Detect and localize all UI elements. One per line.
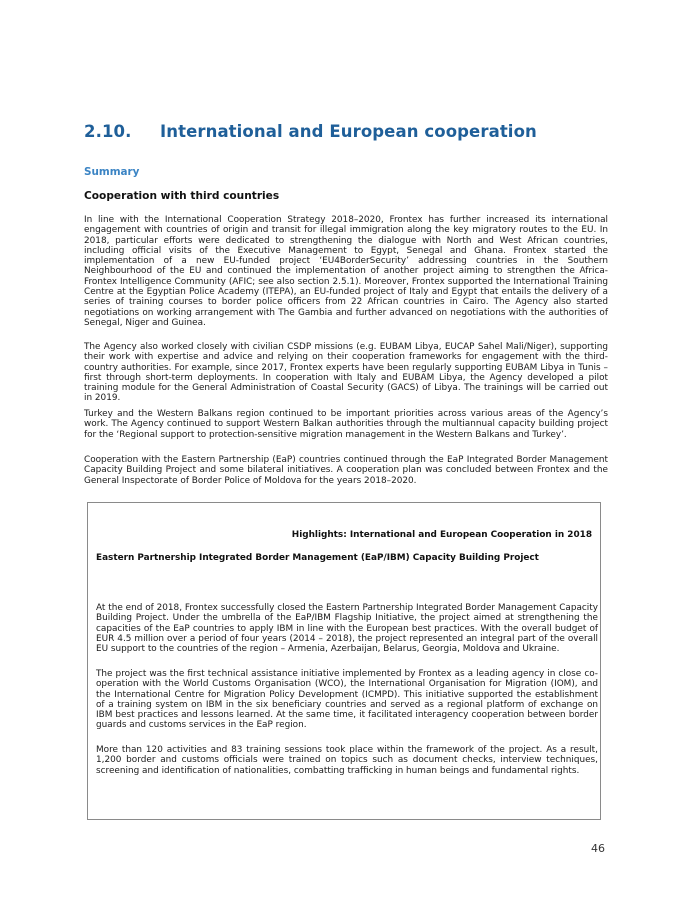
section-heading	[84, 122, 537, 141]
highlights-paragraph: The project was the first technical assistance initiative implemented by Frontex as a leading agency in close co-operation with the World Customs Organisation (WCO), the International Organisation for Migration (IOM), and the International Centre for Migration Policy Development (ICMPD). This initiative supported the establishment of a training system on IBM in the six beneficiary countries and served as a regional platform of exchange on IBM best practices and lessons learned. At the same time, it facilitated interagency cooperation between border guards and customs services in the EaP region.	[96, 669, 598, 731]
highlights-paragraph: At the end of 2018, Frontex successfully closed the Eastern Partnership Integrated Border Management Capacity Building Project. Under the umbrella of the EaP/IBM Flagship Initiative, the project aimed at strengthening the capacities of the EaP countries to apply IBM in line with the European best practices. With the overall budget of EUR 4.5 million over a period of four years (2014 – 2018), the project represented an integral part of the overall EU support to the countries of the region – Armenia, Azerbaijan, Belarus, Georgia, Moldova and Ukraine.	[96, 603, 598, 655]
section-number: 2.10.	[84, 122, 132, 141]
paragraph-western-balkans: Turkey and the Western Balkans region continued to be important priorities across various areas of the Agency’s work. The Agency continued to support Western Balkan authorities through the multiannual capacity building project for the ‘Regional support to protection-sensitive migration management in the Western Balkans and Turkey’.	[84, 409, 608, 440]
subheading-third-countries: Cooperation with third countries	[84, 190, 280, 202]
section-title: International and European cooperation	[160, 122, 537, 141]
highlights-box	[87, 502, 601, 820]
page-number: 46	[591, 842, 605, 855]
paragraph-csdp: The Agency also worked closely with civilian CSDP missions (e.g. EUBAM Libya, EUCAP Sahel Mali/Niger), supporting their work with expertise and advice and relying on their cooperation frameworks for engagement with the third-country authorities. For example, since 2017, Frontex experts have been regularly supporting EUBAM Libya in Tunis – first through short-term deployments. In cooperation with Italy and EUBAM Libya, the Agency developed a pilot training module for the General Administration of Coastal Security (GACS) of Libya. The trainings will be carried out in 2019.	[84, 342, 608, 404]
highlights-paragraph: More than 120 activities and 83 training sessions took place within the framework of the project. As a result, 1,200 border and customs officials were trained on topics such as document checks, interview techniques, screening and identification of nationalities, combatting trafficking in human beings and fundamental rights.	[96, 745, 598, 776]
paragraph-eastern-partnership: Cooperation with the Eastern Partnership (EaP) countries continued through the EaP Integrated Border Management Capacity Building Project and some bilateral initiatives. A cooperation plan was concluded between Frontex and the General Inspectorate of Border Police of Moldova for the years 2018–2020.	[84, 455, 608, 486]
paragraph-strategy: In line with the International Cooperation Strategy 2018–2020, Frontex has further increased its international engagement with countries of origin and transit for illegal immigration along the key migratory routes to the EU. In 2018, particular efforts were dedicated to strengthening the dialogue with North and West African countries, including official visits of the Executive Management to Egypt, Senegal and Ghana. Frontex started the implementation of a new EU-funded project ‘EU4BorderSecurity’ addressing countries in the Southern Neighbourhood of the EU and continued the implementation of another project aiming to strengthen the Africa-Frontex Intelligence Community (AFIC; see also section 2.5.1). Moreover, Frontex supported the International Training Centre at the Egyptian Police Academy (ITEPA), an EU-funded project of Italy and Egypt that entails the delivery of a series of training courses to border police officers from 22 African countries in Cairo. The Agency also started negotiations on working arrangement with The Gambia and further advanced on negotiations with the authorities of Senegal, Niger and Guinea.	[84, 215, 608, 328]
highlights-subtitle: Eastern Partnership Integrated Border Management (EaP/IBM) Capacity Building Project	[96, 553, 539, 563]
highlights-title: Highlights: International and European Cooperation in 2018	[291, 530, 592, 540]
summary-label: Summary	[84, 166, 140, 178]
